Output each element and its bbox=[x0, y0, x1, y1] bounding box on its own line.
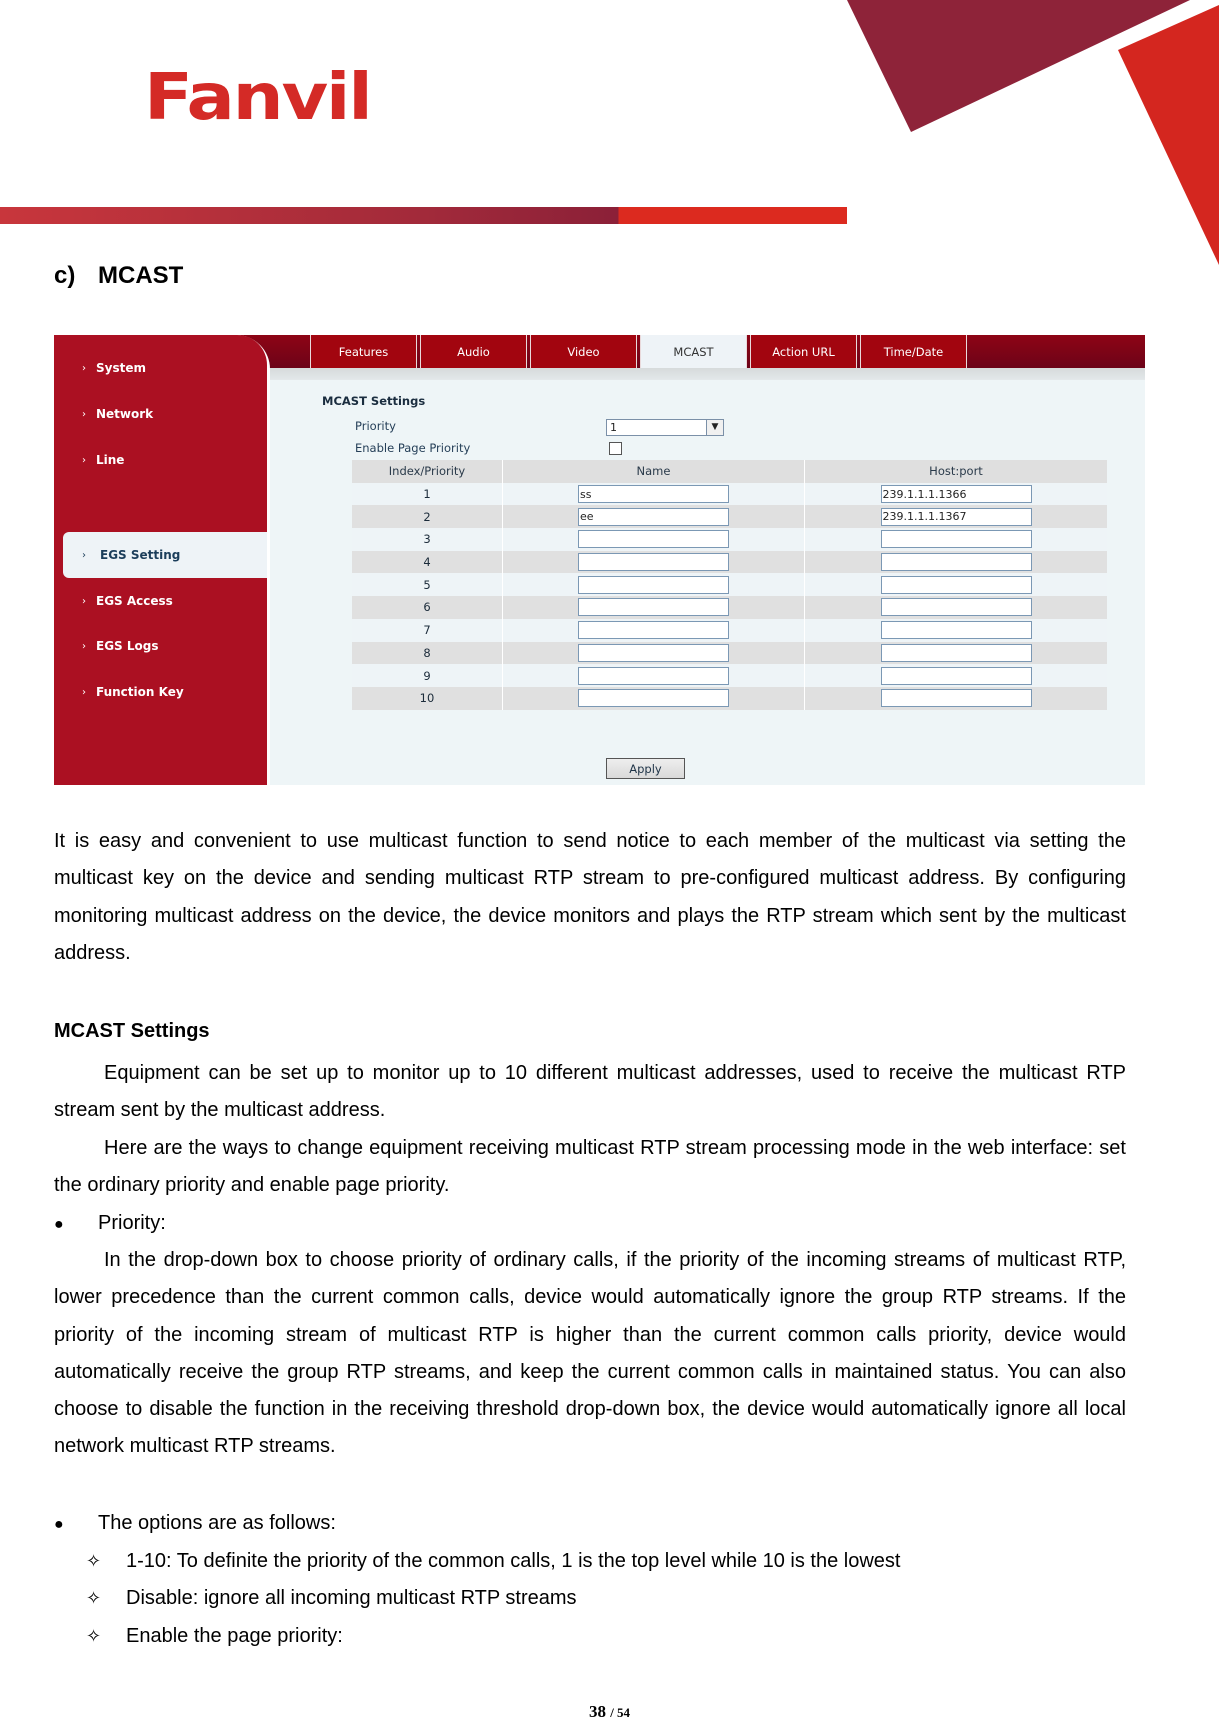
priority-description: In the drop-down box to choose priority of ordinary calls, if the priority of the incoming streams of multicast RTP, lower precedence than the current common calls, device would automatically ignore the group RTP streams. If the priority of the incoming stream of multicast RTP is higher than the current common calls priority, device would automatically receive the group RTP streams, and keep the current common calls in maintained status. You can also choose to disable the function in the receiving threshold drop-down box, the device would automatically ignore all local network multicast RTP streams. bbox=[54, 1249, 1126, 1458]
page-header-decoration bbox=[0, 0, 1219, 280]
web-ui-screenshot bbox=[54, 335, 1145, 785]
name-input[interactable] bbox=[578, 485, 729, 503]
host-port-input[interactable] bbox=[881, 667, 1032, 685]
host-port-input[interactable] bbox=[881, 598, 1032, 616]
name-input[interactable] bbox=[578, 689, 729, 707]
table-row: 1 ss 239.1.1.1.1366 bbox=[352, 483, 1107, 506]
bullet-options: ● The options are as follows: bbox=[54, 1512, 336, 1534]
table-row: 9 bbox=[352, 664, 1107, 687]
chevron-down-icon: ▼ bbox=[706, 420, 723, 435]
host-port-input[interactable] bbox=[881, 553, 1032, 571]
intro-paragraph: It is easy and convenient to use multicast function to send notice to each member of the multicast via setting the multicast key on the device and sending multicast RTP stream to pre-configured multicast address. By configuring monitoring multicast address on the device, the device monitors and plays the RTP stream which sent by the multicast address. bbox=[54, 830, 1126, 964]
tab-audio[interactable]: Audio bbox=[420, 335, 527, 368]
apply-button[interactable]: Apply bbox=[606, 758, 685, 779]
table-row: 7 bbox=[352, 619, 1107, 642]
chevron-right-icon: › bbox=[82, 362, 86, 374]
table-row: 4 bbox=[352, 551, 1107, 574]
tab-features[interactable]: Features bbox=[310, 335, 417, 368]
settings-heading: MCAST Settings bbox=[54, 1020, 210, 1042]
host-port-input[interactable] bbox=[881, 530, 1032, 548]
name-input[interactable] bbox=[578, 576, 729, 594]
table-row: 5 bbox=[352, 573, 1107, 596]
option-item: ✧ 1-10: To definite the priority of the common calls, 1 is the top level while 10 is the lowest bbox=[86, 1550, 901, 1572]
name-input[interactable] bbox=[578, 553, 729, 571]
bullet-icon: ● bbox=[54, 1216, 64, 1233]
table-row: 2 ee 239.1.1.1.1367 bbox=[352, 505, 1107, 528]
table-row: 6 bbox=[352, 596, 1107, 619]
host-port-input[interactable] bbox=[881, 689, 1032, 707]
sidebar-item-egs-setting[interactable]: › EGS Setting bbox=[63, 532, 267, 578]
sidebar-item-line[interactable]: › Line bbox=[82, 453, 125, 467]
diamond-bullet-icon: ✧ bbox=[86, 1626, 102, 1646]
settings-title: MCAST Settings bbox=[322, 394, 426, 408]
section-heading bbox=[54, 262, 183, 290]
page-number: 38 / 54 bbox=[588, 1702, 631, 1721]
sidebar-item-network[interactable]: › Network bbox=[82, 407, 154, 421]
table-row: 8 bbox=[352, 642, 1107, 665]
diamond-bullet-icon: ✧ bbox=[86, 1588, 102, 1608]
settings-paragraph-1: Equipment can be set up to monitor up to 10 different multicast addresses, used to receive the multicast RTP stream sent by the multicast address. bbox=[54, 1062, 1126, 1122]
bullet-priority: ● Priority: bbox=[54, 1212, 166, 1234]
mcast-table bbox=[352, 460, 1107, 710]
diamond-bullet-icon: ✧ bbox=[86, 1551, 102, 1571]
name-input[interactable] bbox=[578, 621, 729, 639]
name-input[interactable] bbox=[578, 598, 729, 616]
sidebar bbox=[54, 335, 273, 785]
section-number: c) bbox=[54, 262, 76, 289]
chevron-right-icon: › bbox=[82, 549, 86, 561]
column-header-host: Host:port bbox=[929, 464, 983, 479]
column-header-name: Name bbox=[503, 460, 805, 483]
name-input[interactable] bbox=[578, 530, 729, 548]
chevron-right-icon: › bbox=[82, 454, 86, 466]
chevron-right-icon: › bbox=[82, 686, 86, 698]
option-item: ✧ Enable the page priority: bbox=[86, 1625, 343, 1647]
sidebar-item-egs-access[interactable]: › EGS Access bbox=[82, 594, 173, 608]
name-input[interactable] bbox=[578, 667, 729, 685]
priority-select[interactable]: 1 ▼ bbox=[606, 419, 724, 436]
tab-mcast[interactable]: MCAST bbox=[640, 335, 747, 368]
enable-page-priority-checkbox[interactable] bbox=[609, 442, 622, 455]
fanvil-logo: Fanvil bbox=[144, 61, 371, 135]
host-port-input[interactable] bbox=[881, 508, 1032, 526]
enable-page-priority-label: Enable Page Priority bbox=[355, 441, 471, 455]
name-input[interactable] bbox=[578, 644, 729, 662]
host-port-input[interactable] bbox=[881, 576, 1032, 594]
corner-shapes bbox=[0, 0, 1219, 280]
priority-label: Priority bbox=[355, 419, 396, 433]
host-port-input[interactable] bbox=[881, 621, 1032, 639]
column-header-index: Index/Priority bbox=[352, 460, 503, 483]
table-row: 3 bbox=[352, 528, 1107, 551]
table-header bbox=[352, 460, 1107, 483]
header-bar bbox=[0, 207, 847, 224]
tab-action-url[interactable]: Action URL bbox=[750, 335, 857, 368]
host-port-input[interactable] bbox=[881, 644, 1032, 662]
host-port-input[interactable] bbox=[881, 485, 1032, 503]
chevron-right-icon: › bbox=[82, 595, 86, 607]
name-input[interactable] bbox=[578, 508, 729, 526]
bullet-icon: ● bbox=[54, 1516, 64, 1533]
option-item: ✧ Disable: ignore all incoming multicast RTP streams bbox=[86, 1587, 577, 1609]
sidebar-item-function-key[interactable]: › Function Key bbox=[82, 685, 184, 699]
tab-list bbox=[310, 335, 970, 368]
table-row: 10 bbox=[352, 687, 1107, 710]
sidebar-item-egs-logs[interactable]: › EGS Logs bbox=[82, 639, 159, 653]
section-title: MCAST bbox=[98, 262, 184, 289]
chevron-right-icon: › bbox=[82, 408, 86, 420]
tab-time-date[interactable]: Time/Date bbox=[860, 335, 967, 368]
tab-video[interactable]: Video bbox=[530, 335, 637, 368]
settings-paragraph-2: Here are the ways to change equipment receiving multicast RTP stream processing mode in the web interface: set the ordinary priority and enable page priority. bbox=[54, 1137, 1126, 1197]
chevron-right-icon: › bbox=[82, 640, 86, 652]
sidebar-item-system[interactable]: › System bbox=[82, 361, 146, 375]
